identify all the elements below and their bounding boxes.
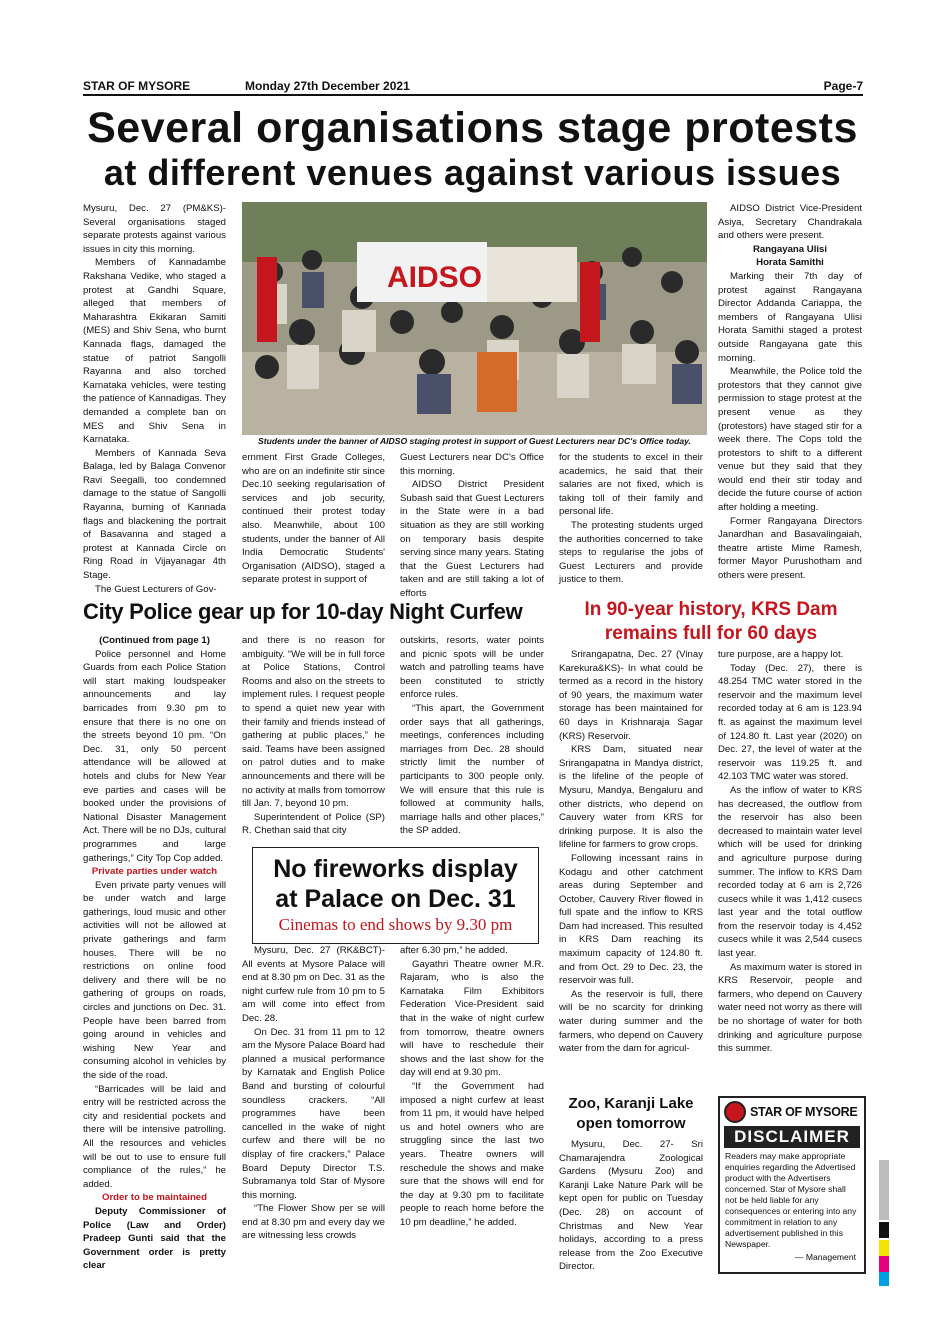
subheading: Private parties under watch: [91, 866, 218, 878]
paragraph: Today (Dec. 27), there is 48.254 TMC water stored in the reservoir and the maximum level recorded today at 6 am is 123.94 ft. as against the maximum level of 124.80 ft. Last year (2020) on Dec. 27, the level of water at the reservoir was 119.25 ft. and 42.103 TMC water was stored.: [718, 662, 862, 783]
registration-grey: [879, 1160, 889, 1220]
zoo-column: [559, 1138, 703, 1274]
krs-title-2: remains full for 60 days: [604, 623, 818, 644]
paragraph: Mysuru, Dec. 27 (PM&KS)- Several organisations staged separate protests against various issues in city this morning.: [83, 203, 226, 255]
paragraph: AIDSO District President Subash said that Guest Lecturers in the State were in a bad situation as they are still working on temporary basis despite serving since many years. Stating that the Guest Lecturers had taken and are still taking a lot of efforts: [400, 479, 544, 599]
paragraph: “The Flower Show per se will end at 8.30 pm and every day we are witnessing less crowds: [242, 1203, 385, 1242]
paragraph: Following incessant rains in Kodagu and other catchment areas during September and October, Cauvery River flowed in full spate and the inflow to KRS Dam had increased. This resulted in KRS Dam reaching its maximum capacity of 124.80 ft. and from Oct. 29 to Dec. 23, the reservoir was full.: [559, 852, 703, 987]
logo-icon: [724, 1101, 746, 1123]
fireworks-headline-box: [252, 847, 539, 944]
fireworks-column-1: [242, 944, 385, 1243]
registration-black: [879, 1222, 889, 1238]
paragraph: On Dec. 31 from 11 pm to 12 am the Mysore Palace Board had planned a musical performance by Karnatak and English Police Band and bursting of colourful soundless crackers. “All programmes have been cancelled in the wake of night curfew and there will be no display of fire crackers,” Palace Board Deputy Director T.S. Subramanya told Star of Mysore this morning.: [242, 1026, 385, 1201]
fireworks-title-1: No fireworks display: [273, 855, 518, 883]
headline-line2: at different venues against various issues: [103, 152, 842, 193]
paragraph: Srirangapatna, Dec. 27 (Vinay Karekura&KS)- In what could be termed as a record in the history of 90 years, the maximum water storage has been maintained for 60 days in Krishnaraja Sagar (KRS) Reservoir.: [559, 649, 703, 742]
disclaimer-signature: — Management: [794, 1252, 856, 1262]
curfew-headline: City Police gear up for 10-day Night Curfew: [83, 599, 523, 624]
photo-caption: Students under the banner of AIDSO staging protest in support of Guest Lecturers near DC's Office today.: [258, 436, 691, 446]
paragraph: KRS Dam, situated near Srirangapatna in Mandya district, is the lifeline of the people of Mysuru, Mandya, Bengaluru and other districts, who depend on Cauvery water from KRS for drinking purpose. It is also the lifeline for farmers to grow crops.: [559, 744, 703, 851]
continuation-note: (Continued from page 1): [99, 635, 210, 646]
paragraph: “This apart, the Government order says that all gatherings, meetings, conferences including marriages from Dec. 28 should strictly limit the number of participants to 300 people only. We will ensure that this rule is followed at community halls, marriage halls and other places,” the SP added.: [400, 702, 544, 837]
paragraph: ture purpose, are a happy lot.: [718, 649, 844, 660]
protest-photo: [242, 202, 707, 435]
curfew-column-3: [400, 634, 544, 838]
fireworks-title-2: at Palace on Dec. 31: [275, 885, 516, 913]
registration-cyan: [879, 1272, 889, 1286]
paragraph: Mysuru, Dec. 27- Sri Chamarajendra Zoological Gardens (Mysuru Zoo) and Karanji Lake Nature Park will be kept open for public on Tuesday (Dec. 28) on account of Christmas and New Year holidays, according to a press release from the Zoo Executive Director.: [559, 1139, 703, 1273]
paragraph: AIDSO District Vice-President Asiya, Secretary Chandrakala and others were present.: [718, 203, 862, 242]
protest-photo-illustration: [242, 202, 707, 435]
main-column-4: [559, 451, 703, 587]
paragraph: Gayathri Theatre owner M.R. Rajaram, who is also the Karnataka Film Exhibitors Federation Vice-President said that in the wake of night curfew from tomorrow, theatre owners will have to reschedule their shows and the last show for the day will end at 9.30 pm.: [400, 958, 544, 1079]
paragraph: As maximum water is stored in KRS Reservoir, people and farmers, who depend on Cauvery water need not worry as there will be no shortage of water for both drinking and agriculture purpose this summer.: [718, 961, 862, 1055]
fireworks-column-2: [400, 944, 544, 1229]
curfew-column-2: [242, 634, 385, 838]
main-column-2: [242, 451, 385, 587]
zoo-headline: [556, 1094, 706, 1134]
subheading: Horata Samithi: [756, 257, 824, 269]
headline-line1: Several organisations stage protests: [87, 104, 858, 152]
paragraph: “Barricades will be laid and entry will be restricted across the city and residential pockets and there will be intensive patrolling. All the resources and vehicles will be out to use to ensure full compliance of the rules,” he added.: [83, 1083, 226, 1190]
paragraph: and there is no reason for ambiguity. “We will be in full force at Police Stations, Control Rooms and also on the streets to implement rules. I request people to spend a quiet new year with their family and friends instead of gathering at public places,” he said. Teams have been assigned on patrol duties and to make announcements and there will be no activity at malls from tomorrow till Jan. 7, beyond 10 pm.: [242, 635, 385, 810]
zoo-title-1: Zoo, Karanji Lake: [568, 1095, 694, 1112]
page-header: [83, 78, 863, 96]
paper-name: STAR OF MYSORE: [83, 79, 191, 93]
paragraph: As the reservoir is full, there will be no scarcity for drinking water during summer and the farmers, who depend on Cauvery water from the dam for agricul-: [559, 988, 703, 1055]
paragraph: As the inflow of water to KRS has decreased, the outflow from the reservoir has also been decreased to maintain water level which will be used for drinking and agriculture purpose during summer. The inflow to KRS Dam recorded today at 6 am is 2,726 cusecs while it was 1,412 cusecs last year and the total outflow from the reservoir today is 4,452 cusecs while it was 2,544 cusecs last year.: [718, 784, 862, 960]
disclaimer-brand-row: [724, 1101, 860, 1123]
paragraph: Police personnel and Home Guards from each Police Station will start making loudspeaker announcements and lay barricades from 9.30 pm to ensure that there is no one on the streets beyond 10 pm. “On Dec. 31, only 50 percent attendance will be allowed at hotels and clubs for New Year eve parties and cases will be booked under the provisions of National Disaster Management Act. There will be no DJs, cultural programmes and large gatherings,” City Top Cop added.: [83, 648, 226, 864]
zoo-title-2: open tomorrow: [576, 1115, 686, 1132]
main-column-3: [400, 451, 544, 601]
disclaimer-heading: DISCLAIMER: [724, 1126, 860, 1148]
subheading: Order to be maintained: [101, 1192, 208, 1204]
disclaimer-body: Readers may make appropriate enquiries regarding the Advertised product with the Advertisers concerned. Star of Mysore shall not be held liable for any consequences or entering into any commitment in relation to any advertisement published in this Newspaper.: [725, 1151, 857, 1249]
paragraph: Marking their 7th day of protest against Rangayana Director Addanda Cariappa, the members of Rangayana Ulisi Horata Samithi staged a protest outside Rangayana gate this morning.: [718, 270, 862, 364]
krs-headline: [556, 598, 866, 646]
paragraph: after 6.30 pm,” he added.: [400, 945, 508, 956]
paragraph: Members of Kannada Seva Balaga, led by Balaga Convenor Ravi Seegalli, too condemned damage to the statue of Sangolli Rayanna, burning of Kannada flags and blackening the portrait of Basavanna and staged a protest at Kannada Circle on Ring Road in Vijayanagar 4th Stage.: [83, 447, 226, 582]
paragraph: outskirts, resorts, water points and picnic spots will be under watch and patrolling teams have been constituted to strictly enforce rules.: [400, 635, 544, 701]
subheading: Rangayana Ulisi: [752, 243, 828, 255]
krs-column-2: [718, 648, 862, 1056]
paragraph: Even private party venues will be under watch and large gatherings, loud music and other activities will not be allowed at private gatherings and farm houses. There will be no restrictions on online food delivery and there will be no gathering of groups on roads, circles and junctions on Dec. 31. People have been barred from going around in vehicles and wishing New Year and consuming alcohol in vehicles by the side of the road.: [83, 879, 226, 1081]
paragraph: ernment First Grade Colleges, who are on an indefinite stir since Dec.10 seeking regularisation of services and job security, continued their protest today also. Meanwhile, about 100 students, under the banner of All India Democratic Students' Organisation (AIDSO), staged a separate protest in support of: [242, 452, 385, 586]
paragraph: Former Rangayana Directors Janardhan and Basavalingaiah, theatre artiste Mime Ramesh, former Mayor Purushotham and others were present.: [718, 515, 862, 582]
paragraph: Members of Kannadambe Rakshana Vedike, who staged a protest at Gandhi Square, alleged that members of Maharashtra Ekikaran Samiti (MES) and Shiv Sena, who burnt Kannada flags, damaged the statue of patriot Sangolli Rayanna and also torched Karnataka vehicles, were testing the patience of Kannadigas. They demanded a complete ban on MES and Shiv Sena in Karnataka.: [83, 257, 226, 446]
paragraph: The Guest Lecturers of Gov-: [95, 583, 217, 595]
disclaimer-brand: STAR OF MYSORE: [750, 1105, 858, 1119]
fireworks-subtitle: Cinemas to end shows by 9.30 pm: [278, 915, 513, 934]
paragraph: Guest Lecturers near DC's Office this morning.: [400, 452, 544, 477]
paragraph: “If the Government had imposed a night curfew at least from 11 pm, it would have helped us and hotel owners who are struggling since the last two years. Theatre owners will reschedule the shows and make sure that the shows will end for the day at 9.30 pm to facilitate people to reach home before the 10 pm deadline,” he added.: [400, 1080, 544, 1228]
curfew-column-1: [83, 634, 226, 1273]
issue-date: Monday 27th December 2021: [245, 79, 410, 93]
banner-text: AIDSO: [387, 261, 483, 294]
page-number: Page-7: [823, 79, 863, 93]
registration-magenta: [879, 1256, 889, 1272]
krs-title-1: In 90-year history, KRS Dam: [584, 599, 838, 620]
paragraph: The protesting students urged the authorities concerned to take steps to regularise the jobs of Guest Lecturers and provide justice to them.: [559, 519, 703, 586]
registration-yellow: [879, 1240, 889, 1256]
disclaimer-box: [718, 1096, 866, 1274]
paragraph: for the students to excel in their academics, he said that their salaries are not fixed, which is taking toll of their family and personal life.: [559, 452, 703, 518]
paragraph: Meanwhile, the Police told the protestors that they cannot give permission to stage protest at the present venue as they (protestors) have staged stir for a week there. The Cops told the protestors to shift to a different venue but they said that they would end their stir today and decide the future course of action after holding a meeting.: [718, 366, 862, 514]
krs-column-1: [559, 648, 703, 1056]
paragraph: Superintendent of Police (SP) R. Chethan said that city: [242, 811, 385, 837]
paragraph: Mysuru, Dec. 27 (RK&BCT)- All events at Mysore Palace will end at 8.30 pm on Dec. 31 as the night curfew rule from 10 pm to 5 am will come into effect from Dec. 28.: [242, 945, 385, 1024]
main-column-1: [83, 202, 226, 596]
main-column-5: [718, 202, 862, 583]
paragraph: Deputy Commissioner of Police (Law and Order) Pradeep Gunti said that the Government order is pretty clear: [83, 1205, 226, 1272]
